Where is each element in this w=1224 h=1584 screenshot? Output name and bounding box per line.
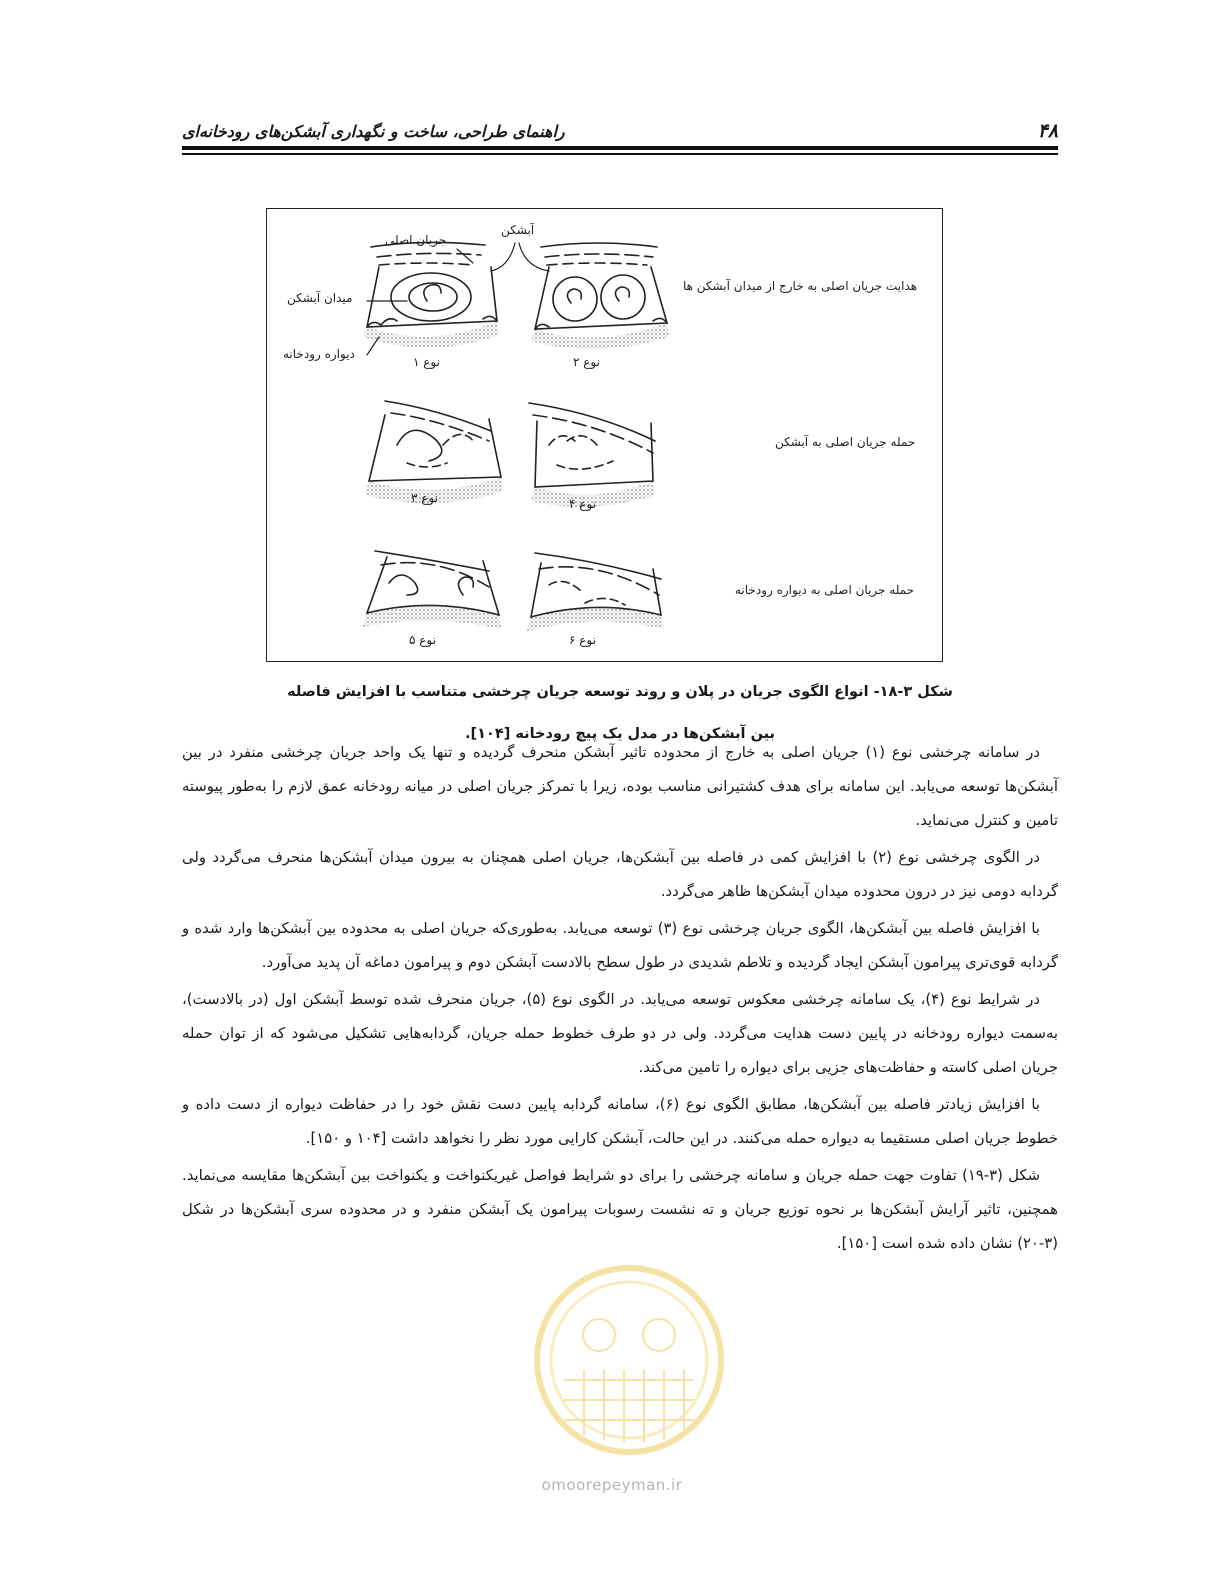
row-desc-1: هدایت جریان اصلی به خارج از میدان آبشکن ها — [683, 279, 918, 293]
label-type-3: نوع ۳ — [411, 491, 438, 505]
watermark-logo — [494, 1260, 764, 1460]
figure-caption-line-2: بین آبشکن‌ها در مدل یک پیچ رودخانه [۱۰۴]. — [465, 726, 775, 742]
row-desc-2: حمله جریان اصلی به آبشکن — [775, 435, 916, 449]
label-groyne-field: میدان آبشکن — [287, 291, 353, 305]
label-groyne: آبشکن — [501, 223, 535, 237]
row-desc-3: حمله جریان اصلی به دیواره رودخانه — [735, 583, 915, 597]
sketch-type-6 — [527, 553, 663, 631]
paragraph-2: در الگوی چرخشی نوع (۲) با افزایش کمی در فاصله بین آبشکن‌ها، جریان اصلی همچنان به بیرون میدان آبشکن‌ها منحرف می‌گردد ولی گردابه دومی نیز در درون محدوده میدان آبشکن‌ها ظاهر می‌گردد. — [182, 849, 1058, 900]
paragraph-1: در سامانه چرخشی نوع (۱) جریان اصلی به خارج از محدوده تاثیر آبشکن منحرف گردیده و تنها یک واحد جریان چرخشی منفرد در بین آبشکن‌ها توسعه می‌یابد. این سامانه برای هدف کشتیرانی مناسب بوده، زیرا با تمرکز جریان اصلی در میانه رودخانه عمق لازم را به‌طور پیوسته تامین و کنترل می‌نماید. — [182, 744, 1058, 829]
label-type-6: نوع ۶ — [569, 633, 596, 647]
label-main-flow: جریان اصلی — [385, 233, 447, 247]
label-type-1: نوع ۱ — [413, 355, 440, 369]
sketch-type-1 — [363, 242, 499, 347]
paragraph-3: با افزایش فاصله بین آبشکن‌ها، الگوی جریان چرخشی نوع (۳) توسعه می‌یابد. به‌طوری‌که جریان اصلی به محدوده بین آبشکن‌ها وارد شده و گردابه قوی‌تری پیرامون آبشکن ایجاد گردیده و تلاطم شدیدی در طول سطح بالادست آبشکن دوم و پیرامون دماغه آن پدید می‌آورد. — [182, 920, 1058, 971]
label-type-2: نوع ۲ — [573, 355, 600, 369]
watermark-url: omoorepeyman.ir — [541, 1476, 683, 1494]
paragraph-6: شکل (۳-۱۹) تفاوت جهت حمله جریان و سامانه چرخشی را برای دو شرایط فواصل غیریکنواخت و یکنواخت بین آبشکن‌ها مقایسه می‌نماید. همچنین، تاثیر آرایش آبشکن‌ها بر نحوه توزیع جریان و ته نشست رسوبات پیرامون یک آبشکن منفرد و در محدوده سری آبشکن‌ها در شکل (۳-۲۰) نشان داده شده است [۱۵۰]. — [182, 1167, 1058, 1252]
sketch-type-3 — [365, 401, 503, 503]
header-rule-thin — [182, 153, 1058, 155]
header-rule-thick — [182, 146, 1058, 150]
page-number: ۴۸ — [1037, 120, 1058, 142]
body-text — [182, 736, 1058, 1264]
page-header — [182, 118, 1058, 158]
paragraph-4: در شرایط نوع (۴)، یک سامانه چرخشی معکوس توسعه می‌یابد. در الگوی نوع (۵)، جریان منحرف شده توسط آبشکن اول (در بالادست)، به‌سمت دیواره رودخانه در پایین دست هدایت می‌گردد. ولی در دو طرف خطوط حمله جریان، گردابه‌هایی تشکیل می‌شود که از توان حمله جریان اصلی کاسته و حفاظت‌های جزیی برای دیواره را تامین می‌کند. — [182, 991, 1058, 1076]
sketch-type-2 — [531, 243, 669, 349]
paragraph-5: با افزایش زیادتر فاصله بین آبشکن‌ها، مطابق الگوی نوع (۶)، سامانه گردابه پایین دست نقش خود را در حفاظت دیواره از دست داده و خطوط جریان اصلی مستقیما به دیواره حمله می‌کنند. در این حالت، آبشکن کارایی مورد نظر را نخواهد داشت [۱۰۴ و ۱۵۰]. — [182, 1096, 1058, 1147]
sketch-type-5 — [363, 551, 501, 629]
figure-groyne-flow-patterns — [266, 208, 943, 662]
label-type-5: نوع ۵ — [409, 633, 436, 647]
label-river-wall: دیواره رودخانه — [283, 347, 355, 361]
figure-caption-line-1: شکل ۳-۱۸- انواع الگوی جریان در پلان و روند توسعه جریان چرخشی متناسب با افزایش فاصله — [287, 684, 953, 700]
sketch-type-4 — [529, 403, 655, 507]
running-title: راهنمای طراحی، ساخت و نگهداری آبشکن‌های رودخانه‌ای — [182, 122, 565, 141]
label-type-4: نوع ۴ — [569, 497, 596, 511]
